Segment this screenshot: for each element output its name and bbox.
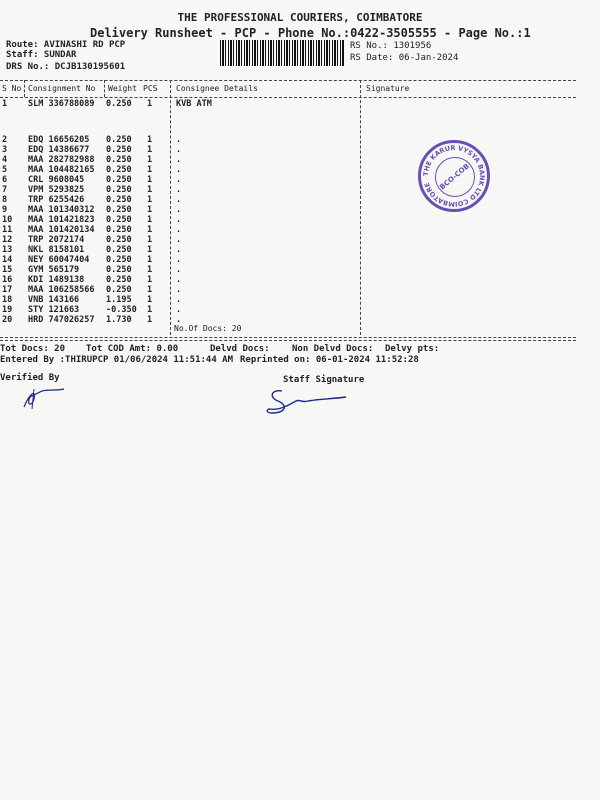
row-consignee-details: . bbox=[176, 225, 182, 235]
reprinted-on: Reprinted on: 06-01-2024 11:52:28 bbox=[240, 355, 419, 365]
row-consignee-details: . bbox=[176, 195, 182, 205]
row-weight: 0.250 bbox=[106, 225, 132, 235]
row-sno: 16 bbox=[2, 275, 13, 285]
staff-label: Staff: SUNDAR bbox=[6, 50, 77, 60]
row-pcs: 1 bbox=[147, 225, 153, 235]
row-sno: 14 bbox=[2, 255, 13, 265]
runsheet-title: Delivery Runsheet - PCP - Phone No.:0422-3505555 - Page No.:1 bbox=[90, 26, 531, 40]
row-weight: -0.350 bbox=[106, 305, 137, 315]
total-cod-amount: Tot COD Amt: 0.00 bbox=[86, 344, 179, 354]
row-consignment-no: GYM 565179 bbox=[28, 265, 80, 275]
row-consignee-details: KVB ATM bbox=[176, 99, 212, 109]
row-consignee-details: . bbox=[176, 275, 182, 285]
row-consignee-details: . bbox=[176, 145, 182, 155]
row-sno: 7 bbox=[2, 185, 8, 195]
row-sno: 11 bbox=[2, 225, 13, 235]
row-weight: 0.250 bbox=[106, 175, 132, 185]
row-weight: 0.250 bbox=[106, 275, 132, 285]
row-consignee-details: . bbox=[176, 265, 182, 275]
row-consignment-no: MAA 106258566 bbox=[28, 285, 95, 295]
row-consignee-details: . bbox=[176, 235, 182, 245]
row-pcs: 1 bbox=[147, 99, 153, 109]
row-weight: 0.250 bbox=[106, 205, 132, 215]
row-consignee-details: . bbox=[176, 285, 182, 295]
row-consignment-no: NEY 60047404 bbox=[28, 255, 90, 265]
row-pcs: 1 bbox=[147, 205, 153, 215]
row-weight: 0.250 bbox=[106, 155, 132, 165]
row-weight: 0.250 bbox=[106, 135, 132, 145]
row-pcs: 1 bbox=[147, 165, 153, 175]
row-consignment-no: KDI 1489138 bbox=[28, 275, 85, 285]
non-delivered-docs: Non Delvd Docs: bbox=[292, 344, 374, 354]
row-weight: 0.250 bbox=[106, 235, 132, 245]
row-sno: 12 bbox=[2, 235, 13, 245]
row-weight: 0.250 bbox=[106, 215, 132, 225]
row-sno: 15 bbox=[2, 265, 13, 275]
row-consignee-details: . bbox=[176, 205, 182, 215]
row-pcs: 1 bbox=[147, 255, 153, 265]
row-weight: 0.250 bbox=[106, 285, 132, 295]
row-consignment-no: EDQ 14386677 bbox=[28, 145, 90, 155]
row-pcs: 1 bbox=[147, 295, 153, 305]
table-header-rule bbox=[0, 97, 576, 98]
stamp-ring-text bbox=[421, 143, 487, 209]
row-consignment-no: TRP 2072174 bbox=[28, 235, 85, 245]
row-consignee-details: . bbox=[176, 255, 182, 265]
row-pcs: 1 bbox=[147, 285, 153, 295]
row-pcs: 1 bbox=[147, 145, 153, 155]
svg-text:BCO-COB: BCO-COB bbox=[438, 162, 471, 192]
row-sno: 17 bbox=[2, 285, 13, 295]
bank-stamp bbox=[418, 140, 490, 212]
row-sno: 3 bbox=[2, 145, 8, 155]
no-of-docs: No.Of Docs: 20 bbox=[174, 324, 242, 333]
barcode bbox=[220, 40, 345, 66]
row-weight: 0.250 bbox=[106, 145, 132, 155]
row-pcs: 1 bbox=[147, 215, 153, 225]
svg-text:THE KARUR VYSYA BANK LTD COIMB: THE KARUR VYSYA BANK LTD COIMBATORE bbox=[421, 143, 487, 209]
row-consignment-no: MAA 101420134 bbox=[28, 225, 95, 235]
row-pcs: 1 bbox=[147, 185, 153, 195]
col-consignment: Consignment No bbox=[28, 84, 96, 93]
row-pcs: 1 bbox=[147, 135, 153, 145]
row-consignment-no: SLM 336788089 bbox=[28, 99, 95, 109]
row-pcs: 1 bbox=[147, 245, 153, 255]
col-sno: S No bbox=[2, 84, 22, 93]
row-sno: 5 bbox=[2, 165, 8, 175]
row-consignment-no: MAA 104482165 bbox=[28, 165, 95, 175]
total-docs: Tot Docs: 20 bbox=[0, 344, 66, 354]
row-consignment-no: MAA 282782988 bbox=[28, 155, 95, 165]
row-consignee-details: . bbox=[176, 185, 182, 195]
row-sno: 2 bbox=[2, 135, 8, 145]
verifier-signature bbox=[20, 385, 70, 413]
row-sno: 4 bbox=[2, 155, 8, 165]
row-consignee-details: . bbox=[176, 245, 182, 255]
row-weight: 1.195 bbox=[106, 295, 132, 305]
entered-by: Entered By :THIRUPCP 01/06/2024 11:51:44 AM bbox=[0, 355, 233, 365]
col-signature: Signature bbox=[366, 84, 410, 93]
row-weight: 0.250 bbox=[106, 165, 132, 175]
row-pcs: 1 bbox=[147, 265, 153, 275]
row-pcs: 1 bbox=[147, 275, 153, 285]
row-weight: 0.250 bbox=[106, 245, 132, 255]
row-consignee-details: . bbox=[176, 155, 182, 165]
row-weight: 0.250 bbox=[106, 265, 132, 275]
staff-signature-label: Staff Signature bbox=[283, 375, 365, 385]
row-consignee-details: . bbox=[176, 305, 182, 315]
row-sno: 6 bbox=[2, 175, 8, 185]
row-consignment-no: EDQ 16656205 bbox=[28, 135, 90, 145]
delivered-docs: Delvd Docs: bbox=[210, 344, 270, 354]
row-consignee-details: . bbox=[176, 295, 182, 305]
row-sno: 18 bbox=[2, 295, 13, 305]
row-sno: 13 bbox=[2, 245, 13, 255]
staff-signature bbox=[262, 385, 352, 420]
row-consignee-details: . bbox=[176, 135, 182, 145]
drs-number: DRS No.: DCJB130195601 bbox=[6, 62, 126, 72]
row-pcs: 1 bbox=[147, 235, 153, 245]
row-pcs: 1 bbox=[147, 175, 153, 185]
route-label: Route: AVINASHI RD PCP bbox=[6, 40, 126, 50]
row-sno: 1 bbox=[2, 99, 8, 109]
row-consignment-no: HRD 747026257 bbox=[28, 315, 95, 325]
row-consignment-no: STY 121663 bbox=[28, 305, 80, 315]
row-consignee-details: . bbox=[176, 315, 182, 325]
row-sno: 9 bbox=[2, 205, 8, 215]
delivery-points: Delvy pts: bbox=[385, 344, 440, 354]
row-pcs: 1 bbox=[147, 305, 153, 315]
verified-by-label: Verified By bbox=[0, 373, 60, 383]
row-consignment-no: CRL 9608045 bbox=[28, 175, 85, 185]
row-pcs: 1 bbox=[147, 195, 153, 205]
row-consignment-no: TRP 6255426 bbox=[28, 195, 85, 205]
row-consignee-details: . bbox=[176, 175, 182, 185]
row-sno: 20 bbox=[2, 315, 13, 325]
col-consignee: Consignee Details bbox=[176, 84, 258, 93]
row-weight: 0.250 bbox=[106, 195, 132, 205]
table-top-rule bbox=[0, 80, 576, 81]
col-pcs: PCS bbox=[143, 84, 158, 93]
row-weight: 0.250 bbox=[106, 99, 132, 109]
row-consignment-no: MAA 101421823 bbox=[28, 215, 95, 225]
row-weight: 0.250 bbox=[106, 255, 132, 265]
row-weight: 1.730 bbox=[106, 315, 132, 325]
row-sno: 19 bbox=[2, 305, 13, 315]
table-bottom-rule bbox=[0, 337, 576, 338]
company-name: THE PROFESSIONAL COURIERS, COIMBATORE bbox=[177, 11, 423, 24]
row-sno: 10 bbox=[2, 215, 13, 225]
row-sno: 8 bbox=[2, 195, 8, 205]
row-weight: 0.250 bbox=[106, 185, 132, 195]
rs-date: RS Date: 06-Jan-2024 bbox=[350, 53, 459, 63]
rs-number: RS No.: 1301956 bbox=[350, 41, 432, 51]
table-bottom-rule-2 bbox=[0, 340, 576, 341]
row-consignment-no: VPM 5293825 bbox=[28, 185, 85, 195]
row-consignment-no: MAA 101340312 bbox=[28, 205, 95, 215]
row-pcs: 1 bbox=[147, 155, 153, 165]
row-consignment-no: VNB 143166 bbox=[28, 295, 80, 305]
row-consignee-details: . bbox=[176, 215, 182, 225]
row-consignment-no: NKL 8158101 bbox=[28, 245, 85, 255]
row-pcs: 1 bbox=[147, 315, 153, 325]
row-consignee-details: . bbox=[176, 165, 182, 175]
col-weight: Weight bbox=[108, 84, 137, 93]
